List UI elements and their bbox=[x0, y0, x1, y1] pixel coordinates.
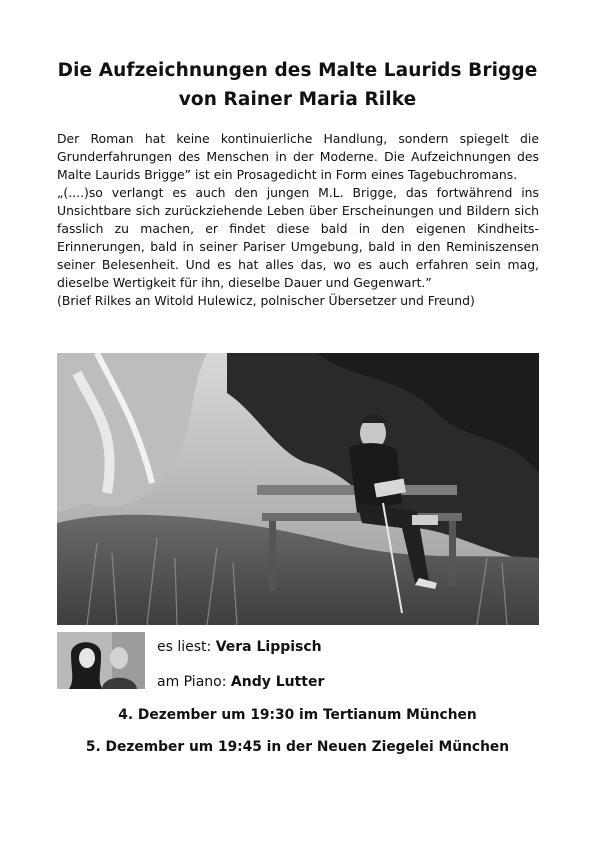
reader-label: es liest: bbox=[157, 639, 216, 655]
performers-photo bbox=[57, 632, 145, 689]
reader-name: Vera Lippisch bbox=[215, 639, 322, 655]
rilke-on-bench-image bbox=[57, 353, 539, 625]
reader-credit bbox=[157, 639, 322, 655]
piano-credit bbox=[157, 674, 324, 690]
title-line-2: von Rainer Maria Rilke bbox=[178, 89, 417, 110]
intro-text bbox=[57, 130, 539, 310]
rilke-photo bbox=[57, 353, 539, 625]
title-line-1: Die Aufzeichnungen des Malte Laurids Brigge bbox=[57, 60, 538, 81]
piano-name: Andy Lutter bbox=[230, 674, 325, 690]
quote-source: (Brief Rilkes an Witold Hulewicz, polnischer Übersetzer und Freund) bbox=[57, 293, 475, 308]
event-date-1: 4. Dezember um 19:30 im Tertianum München bbox=[118, 707, 477, 723]
rilke-quote: „(....)so verlangt es auch den jungen M.L. Brigge, das fortwährend ins Unsichtbare sich zurückziehende Leben über Erscheinungen und Bildern sich fasslich zu machen, er findet diese bald in den eigenen Kindheits-Erinnerungen, bald in seiner Pariser Umgebung, bald in den Reminiszensen seiner Belesenheit. Und es hat alles das, wo es auch erfahren sein mag, dieselbe Wertigkeit für ihn, dieselbe Dauer und Gegenwart.” bbox=[57, 185, 539, 290]
intro-paragraph: Der Roman hat keine kontinuierliche Handlung, sondern spiegelt die Grunderfahrungen des Menschen in der Moderne. Die Aufzeichnungen des Malte Laurids Brigge” ist ein Prosagedicht in Form eines Tagebuchromans. bbox=[57, 131, 539, 182]
performers-image bbox=[57, 632, 145, 689]
event-date-2: 5. Dezember um 19:45 in der Neuen Ziegelei München bbox=[85, 739, 510, 755]
piano-label: am Piano: bbox=[157, 674, 231, 690]
